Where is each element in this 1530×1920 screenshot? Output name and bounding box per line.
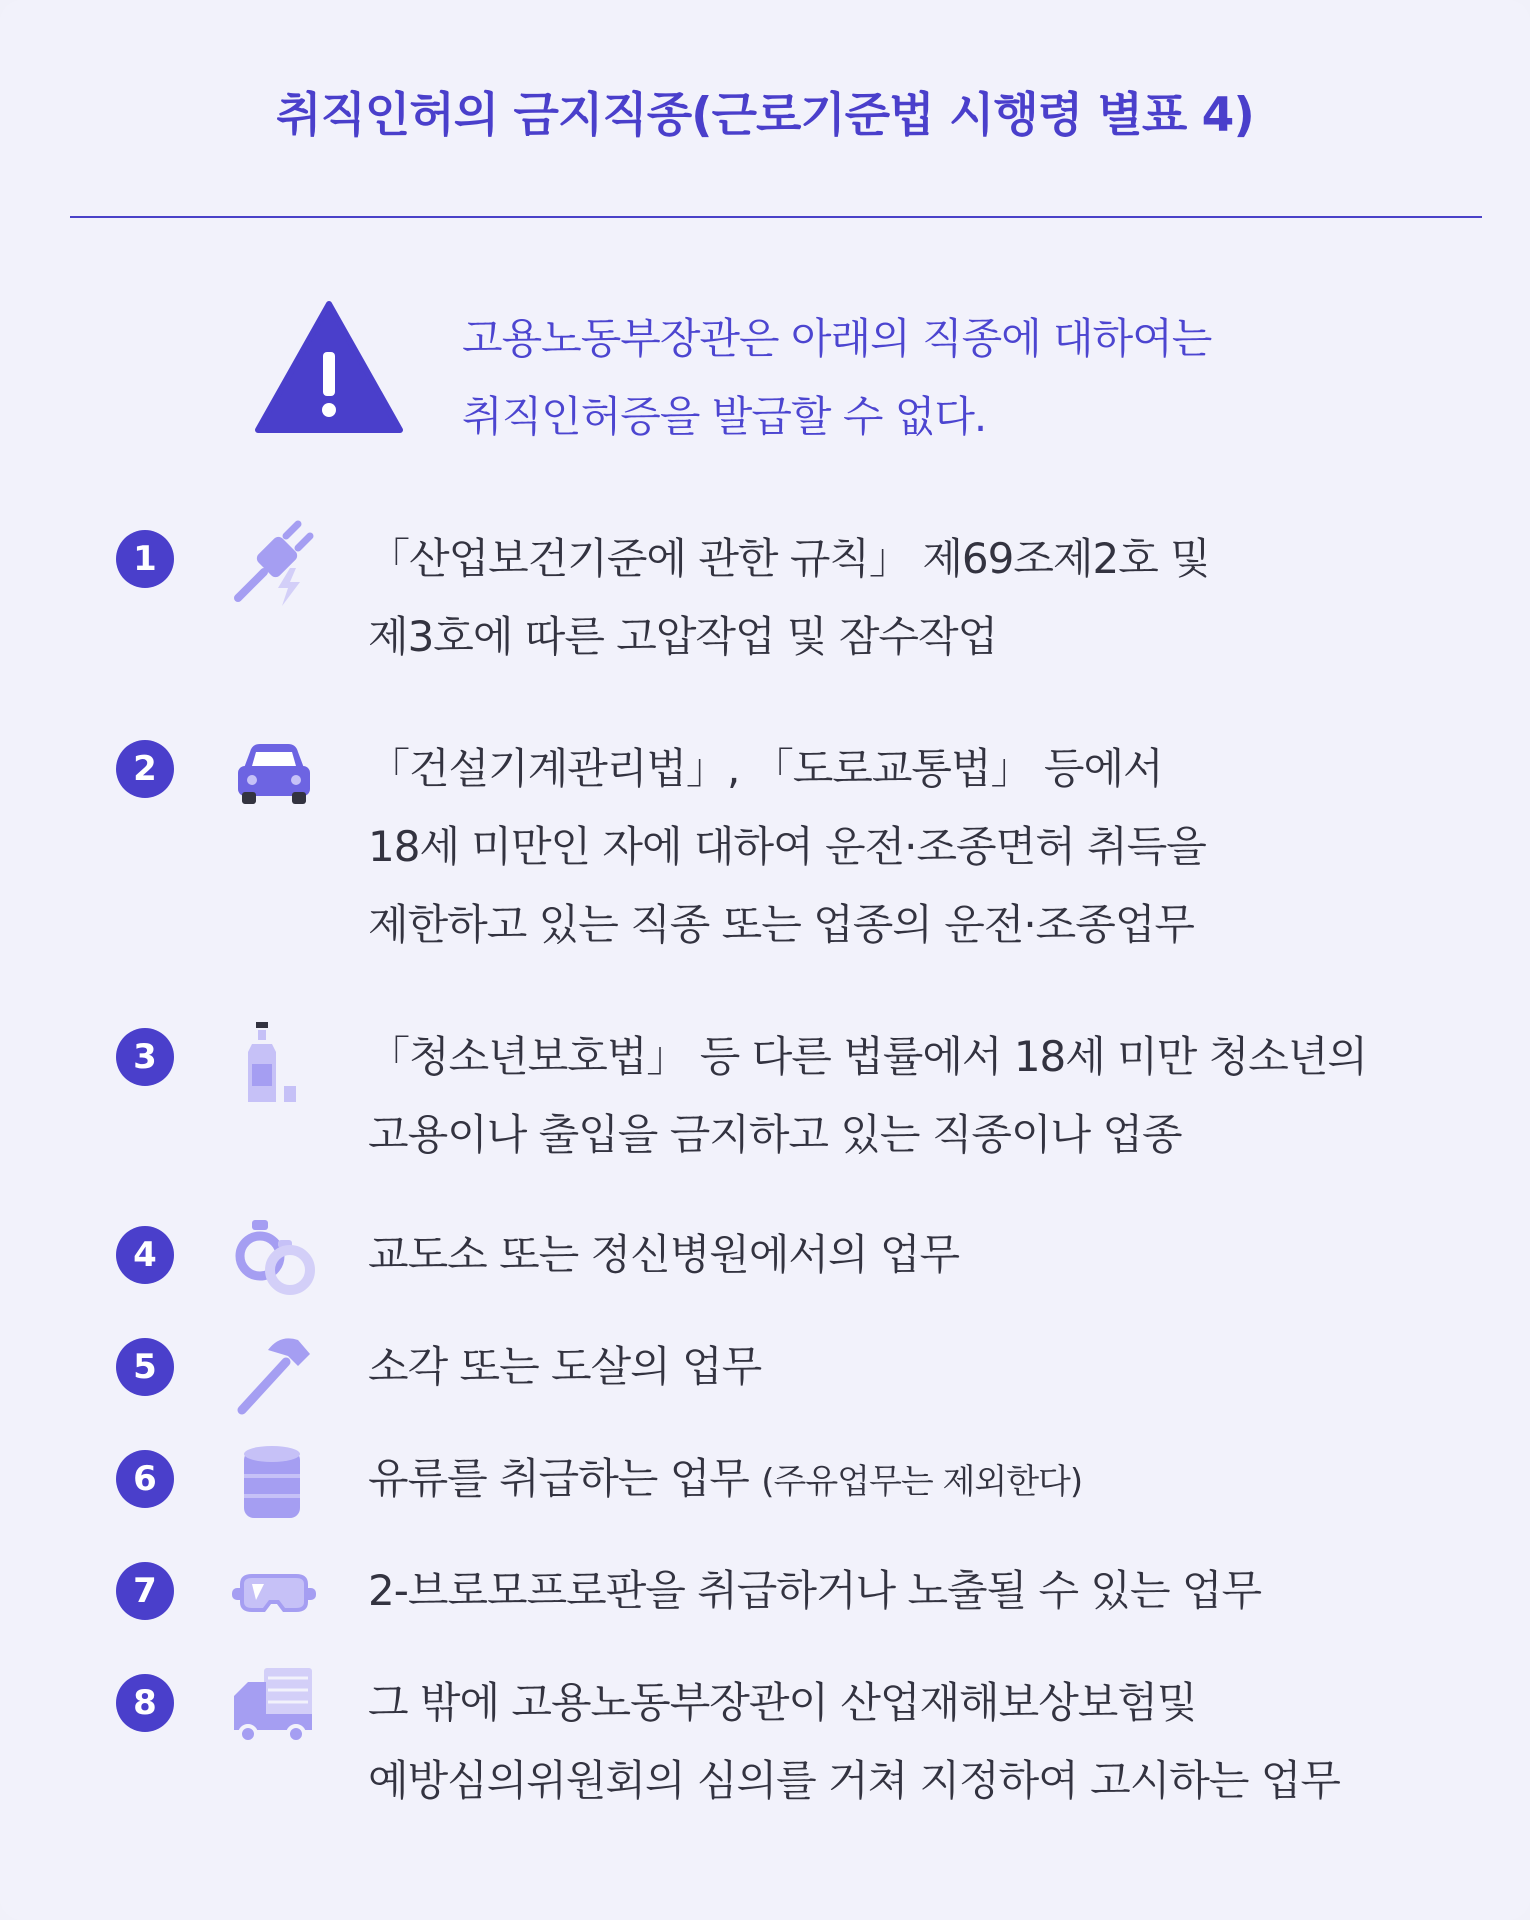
item-line: 예방심의위원회의 심의를 거쳐 지정하여 고시하는 업무	[368, 1756, 1340, 1805]
item-number-badge: 7	[116, 1562, 174, 1620]
item-number-badge: 3	[116, 1028, 174, 1086]
handcuffs-icon	[228, 1210, 320, 1302]
notice-line: 고용노동부장관은 아래의 직종에 대하여는	[462, 314, 1212, 363]
item-line: 「청소년보호법」 등 다른 법률에서 18세 미만 청소년의	[368, 1032, 1367, 1081]
item-text	[368, 520, 1498, 676]
item-text	[368, 1216, 1498, 1294]
item-line: 그 밖에 고용노동부장관이 산업재해보상보험및	[368, 1678, 1197, 1727]
truck-icon	[228, 1660, 320, 1752]
bottle-icon	[228, 1014, 320, 1106]
item-text	[368, 1664, 1498, 1820]
car-icon	[228, 726, 320, 818]
page-title: 취직인허의 금지직종(근로기준법 시행령 별표 4)	[276, 88, 1254, 143]
item-text	[368, 730, 1498, 964]
item-number-badge: 1	[116, 530, 174, 588]
item-text	[368, 1440, 1498, 1521]
item-line: 교도소 또는 정신병원에서의 업무	[368, 1230, 960, 1279]
oil-drum-icon	[228, 1436, 320, 1528]
item-number-badge: 6	[116, 1450, 174, 1508]
item-text	[368, 1552, 1498, 1630]
item-text	[368, 1018, 1498, 1174]
item-number-badge: 2	[116, 740, 174, 798]
item-line: 제한하고 있는 직종 또는 업종의 운전·조종업무	[368, 900, 1194, 949]
item-note: (주유업무는 제외한다)	[761, 1462, 1083, 1502]
item-line: 18세 미만인 자에 대하여 운전·조종면허 취득을	[368, 822, 1206, 871]
item-line: 고용이나 출입을 금지하고 있는 직종이나 업종	[368, 1110, 1182, 1159]
item-line: 제3호에 따른 고압작업 및 잠수작업	[368, 612, 998, 661]
item-number-badge: 8	[116, 1674, 174, 1732]
item-line: 「건설기계관리법」, 「도로교통법」 등에서	[368, 744, 1163, 793]
hammer-icon	[228, 1326, 320, 1418]
item-number-badge: 5	[116, 1338, 174, 1396]
item-line: 소각 또는 도살의 업무	[368, 1342, 762, 1391]
plug-icon	[228, 516, 320, 608]
goggles-icon	[228, 1550, 320, 1642]
title-divider	[70, 216, 1482, 218]
item-line: 유류를 취급하는 업무	[368, 1454, 749, 1503]
warning-icon	[254, 300, 404, 434]
notice-text	[462, 300, 1362, 456]
item-line: 「산업보건기준에 관한 규칙」 제69조제2호 및	[368, 534, 1210, 583]
item-number-badge: 4	[116, 1226, 174, 1284]
item-text	[368, 1328, 1498, 1406]
notice-line: 취직인허증을 발급할 수 없다.	[462, 392, 987, 441]
item-line: 2-브로모프로판을 취급하거나 노출될 수 있는 업무	[368, 1566, 1262, 1615]
